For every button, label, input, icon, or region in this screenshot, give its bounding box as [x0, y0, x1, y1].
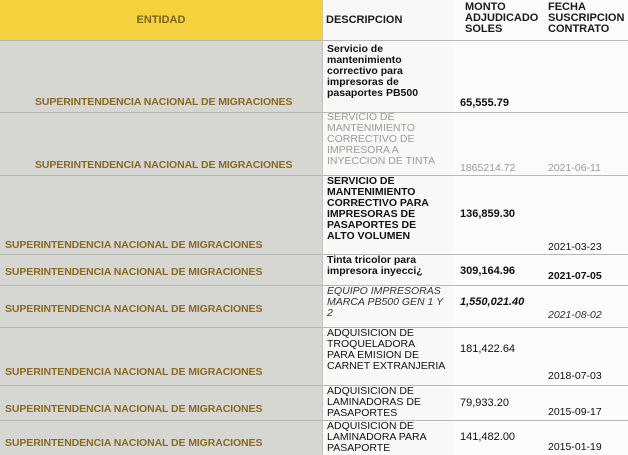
table-row-description: Servicio de mantenimiento correctivo para impresoras de pasaportes PB500: [327, 43, 419, 99]
row-divider: [0, 327, 628, 328]
row-divider: [0, 420, 628, 421]
table-row-date: 2021-06-11: [548, 162, 601, 174]
table-row-date: 2021-03-23: [548, 241, 602, 253]
row-divider: [0, 112, 628, 113]
table-row-amount: 65,555.79: [460, 97, 509, 109]
table-row-date: 2015-01-19: [548, 441, 602, 453]
table-row-amount: 1865214.72: [460, 162, 516, 174]
table-row-date: 2021-07-05: [548, 270, 602, 282]
table-row-entity: SUPERINTENDENCIA NACIONAL DE MIGRACIONES: [5, 403, 263, 415]
table-row-entity: SUPERINTENDENCIA NACIONAL DE MIGRACIONES: [5, 437, 263, 449]
table-row-entity: SUPERINTENDENCIA NACIONAL DE MIGRACIONES: [5, 239, 263, 251]
amount-date-column-bg: [453, 0, 628, 455]
table-row-description: ADQUISICION DE LAMINADORA PARA PASAPORTE: [327, 420, 427, 454]
row-divider: [0, 175, 628, 176]
column-divider: [322, 0, 323, 455]
table-row-date: 2018-07-03: [548, 370, 602, 382]
table-row-entity: SUPERINTENDENCIA NACIONAL DE MIGRACIONES: [35, 159, 293, 171]
table-row-entity: SUPERINTENDENCIA NACIONAL DE MIGRACIONES: [35, 96, 293, 108]
table-row-amount: 181,422.64: [460, 343, 516, 355]
header-monto: MONTO ADJUDICADO SOLES: [465, 1, 539, 35]
table-row-entity: SUPERINTENDENCIA NACIONAL DE MIGRACIONES: [5, 366, 263, 378]
header-descripcion: DESCRIPCION: [326, 14, 403, 26]
row-divider: [0, 385, 628, 386]
table-row-description: ADQUISICION DE TROQUELADORA PARA EMISION DE CARNET EXTRANJERIA: [327, 327, 446, 372]
row-divider: [0, 285, 628, 286]
table-row-amount: 1,550,021.40: [460, 296, 525, 308]
table-row-description: Tinta tricolor para impresora inyecci¿: [327, 254, 423, 277]
table-row-date: 2021-08-02: [548, 309, 602, 321]
header-entidad: ENTIDAD: [136, 14, 186, 26]
table-row-description: EQUIPO IMPRESORAS MARCA PB500 GEN 1 Y 2: [327, 285, 444, 319]
row-divider: [0, 40, 628, 41]
table-row-date: 2015-09-17: [548, 406, 602, 418]
table-row-description: SERVICIO DE MANTENIMIENTO CORRECTIVO PARA IMPRESORAS DE PASAPORTES DE ALTO VOLUMEN: [327, 175, 429, 242]
header-fecha: FECHA SUSCRIPCION CONTRATO: [548, 1, 625, 35]
table-row-entity: SUPERINTENDENCIA NACIONAL DE MIGRACIONES: [5, 266, 263, 278]
table-row-description: ADQUISICION DE LAMINADORAS DE PASAPORTES: [327, 385, 421, 419]
table-row-description: SERVICIO DE MANTENIMIENTO CORRECTIVO DE IMPRESORA A INYECCION DE TINTA: [327, 111, 436, 167]
table-row-amount: 309,164.96: [460, 265, 516, 277]
table-row-amount: 79,933.20: [460, 397, 509, 409]
row-divider: [0, 254, 628, 255]
table-row-amount: 141,482.00: [460, 431, 516, 443]
table-row-amount: 136,859.30: [460, 208, 516, 220]
table-row-entity: SUPERINTENDENCIA NACIONAL DE MIGRACIONES: [5, 303, 263, 315]
